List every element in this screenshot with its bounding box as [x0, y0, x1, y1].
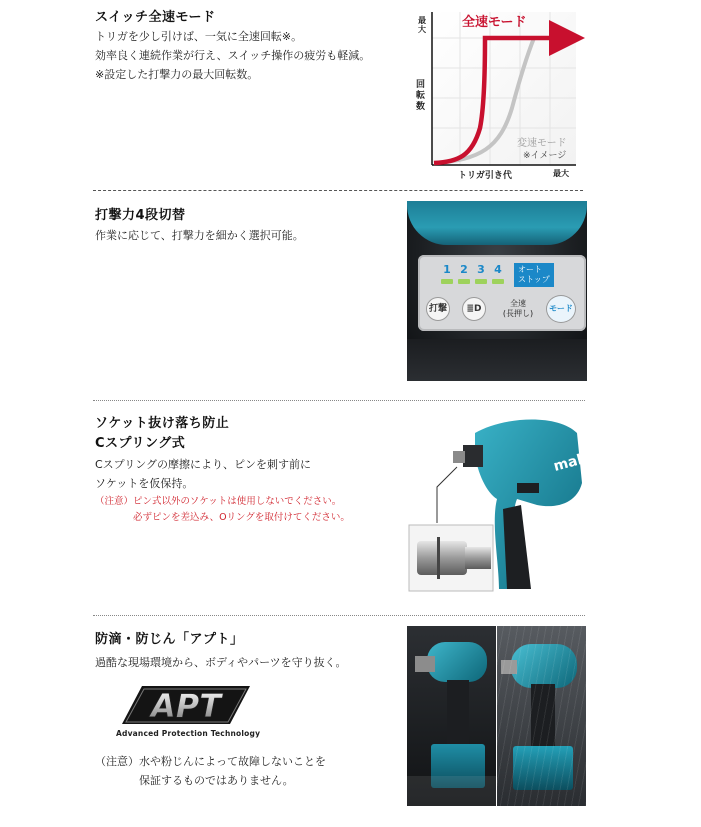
level-3-led — [475, 279, 487, 284]
apt-logo-text: APT — [150, 687, 222, 725]
image-note: ※イメージ — [523, 151, 567, 161]
impact-button[interactable]: 打撃 — [426, 297, 450, 321]
level-2-led — [458, 279, 470, 284]
socket-title-line1: ソケット抜け落ち防止 — [95, 416, 230, 431]
y-axis-label: 回 転 数 — [416, 80, 426, 112]
apt-title: 防滴・防じん「アプト」 — [95, 632, 244, 647]
apt-description: 過酷な現場環境から、ボディやパーツを守り抜く。 — [95, 656, 347, 669]
impact-switch-title: 打撃力4段切替 — [95, 208, 186, 223]
light-button[interactable]: ≣D — [462, 297, 486, 321]
socket-title-line2: Cスプリング式 — [95, 436, 186, 451]
socket-caution: （注意）ピン式以外のソケットは使用しないでください。 必ずピンを差込み、Oリングを取付けてください。 — [95, 496, 350, 523]
section-divider — [93, 615, 585, 616]
apt-caution: （注意）水や粉じんによって故障しないことを 保証するものではありません。 — [95, 755, 326, 787]
section-divider — [93, 400, 585, 401]
level-4-led — [492, 279, 504, 284]
apt-photo-dust — [407, 626, 496, 806]
socket-tool-photo — [407, 413, 609, 593]
level-2-label: 2 — [460, 263, 468, 276]
apt-photo-water — [497, 626, 586, 806]
makita-logo-text: makita — [551, 445, 609, 475]
socket-description: Cスプリングの摩擦により、ピンを刺す前に ソケットを仮保持。 — [95, 458, 312, 490]
switch-mode-description: トリガを少し引けば、一気に全速回転※。 効率良く連続作業が行え、スイッチ操作の疲労も軽減。 ※設定した打撃力の最大回転数。 — [95, 30, 371, 81]
control-panel — [418, 255, 586, 331]
full-speed-hold-label: 全速 (長押し) — [502, 299, 534, 318]
apt-logo — [116, 684, 256, 728]
section-divider — [93, 190, 583, 191]
x-axis-label: トリガ引き代 — [458, 171, 512, 181]
level-1-led — [441, 279, 453, 284]
level-3-label: 3 — [477, 263, 485, 276]
full-speed-label: 全速モード — [462, 15, 527, 30]
switch-mode-title: スイッチ全速モード — [95, 10, 216, 25]
level-4-label: 4 — [494, 263, 502, 276]
mode-button[interactable]: モード — [546, 295, 576, 323]
auto-stop-indicator: オート ストップ — [514, 263, 554, 287]
variable-speed-label: 変速モード — [517, 138, 567, 149]
x-axis-max: 最大 — [553, 169, 569, 178]
y-axis-max: 最 大 — [418, 16, 426, 34]
level-1-label: 1 — [443, 263, 451, 276]
impact-switch-description: 作業に応じて、打撃力を細かく選択可能。 — [95, 229, 304, 242]
apt-logo-subtitle: Advanced Protection Technology — [116, 729, 261, 738]
